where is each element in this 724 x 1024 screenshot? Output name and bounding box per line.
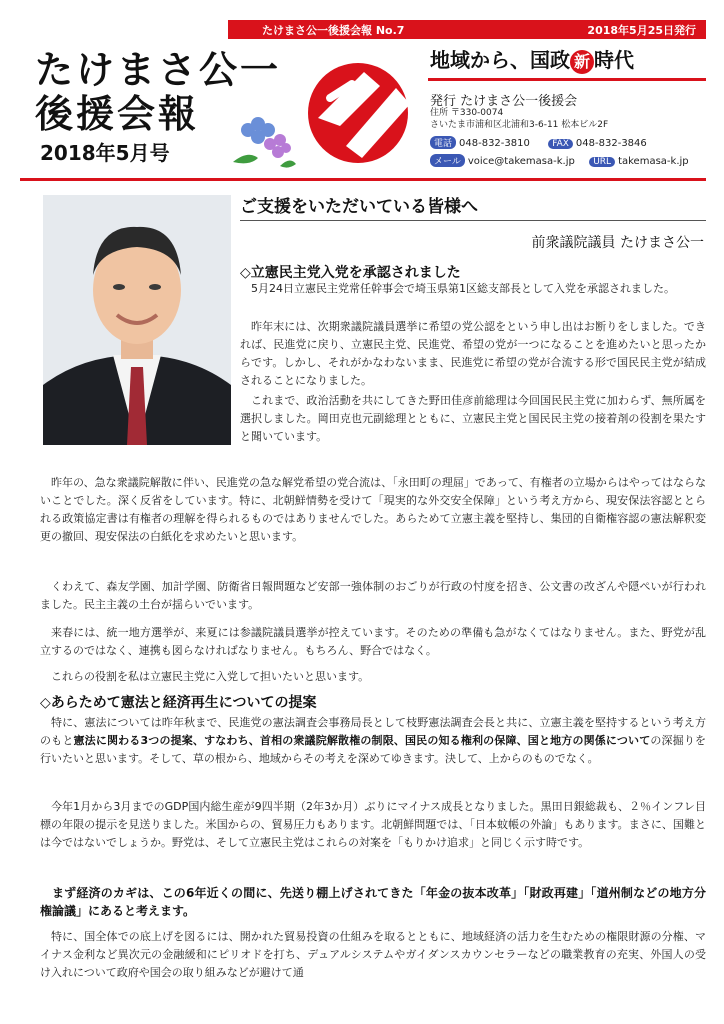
- paragraph-3: これまで、政治活動を共にしてきた野田佳彦前総理は今回国民民主党に加わらず、無所属を選択しました。岡田克也元副総理とともに、立憲民主党と国民民主党の接着剤の役割を果たすと聞いています。: [240, 394, 706, 443]
- contact-web: [430, 154, 689, 167]
- issue-date: 2018年5月25日発行: [587, 24, 696, 37]
- paragraph-2: 昨年末には、次期衆議院議員選挙に希望の党公認をという申し出はお断りをしました。できれば、民進党に戻り、立憲民主党、民進党、希望の党が一つになることを進めたいと思ったからです。しかし、それがかなわないまま、民進党に希望の党が合流する形で国民民主党が結成されることになりました。: [240, 320, 706, 387]
- paragraph-4: 昨年の、急な衆議院解散に伴い、民進党の急な解党希望の党合流は、「永田町の理屈」であって、有権者の立場からはやってはならないことでした。深く反省をしています。特に、北朝鮮情勢を受けて「現実的な外交安全保障」という考え方から、現安保法容認ととられる政策協定書は有権者の理解を得られるものではありませんでした。あらためて立憲主義を堅持し、集団的自衛権容認の憲法解釈変更の撤回、現安保法の白紙化を求めたいと思います。: [40, 476, 706, 543]
- publisher: 発行 たけまさ公一後援会: [430, 94, 578, 109]
- paragraph-9: 今年1月から3月までのGDP国内総生産が9四半期（2年3か月）ぶりにマイナス成長となりました。黒田日銀総裁も、２％インフレ目標の年限の提示を見送りました。米国からの、貿易圧力もあります。北朝鮮問題では、「日本蚊帳の外論」もあります。まさに、国難とは今ではないでしょうか。野党は、そして立憲民主党はこれらの対案を「もりかけ追求」と同じく示す時です。: [40, 800, 706, 849]
- issue-label: たけまさ公一後援会報 No.7: [262, 24, 405, 37]
- heading-rule: [240, 220, 706, 221]
- paragraph-11: 特に、国全体での底上げを図るには、開かれた貿易投資の仕組みを取るとともに、地域経済の活力を生むための権限財源の分権、マイナス金利など異次元の金融緩和にピリオドを打ち、デュアルシステムやガイダンスカウンセラーなどの職業教育の充実、外国人の受け入れについて政府や国会の取り組みなどが避けて通: [40, 930, 706, 979]
- address: 住所 〒330-0074 さいたま市浦和区北浦和3-6-11 松本ビル2F: [430, 108, 609, 130]
- paragraph-6: 来春には、統一地方選挙が、来夏には参議院議員選挙が控えています。そのための準備も急がなくてはなりません。また、野党が乱立するのではなく、連携も図らなければなりません。もちろん、野合ではなく。: [40, 626, 706, 657]
- mail-address: voice@takemasa-k.jp: [467, 156, 575, 167]
- url-tag: URL: [589, 157, 615, 167]
- paragraph-5: くわえて、森友学園、加計学園、防衛省日報問題など安部一強体制のおごりが行政の忖度を招き、公文書の改ざんや隠ぺいが行われました。民主主義の土台が揺らいでいます。: [40, 580, 706, 611]
- section-1-title: ◇立憲民主党入党を承認されました: [240, 265, 461, 281]
- paragraph-10: まず経済のカギは、この6年近くの間に、先送り棚上げされてきた「年金の抜本改革」「財政再建」「道州制などの地方分権論議」にあると考えます。: [40, 886, 706, 918]
- section-2-title: ◇あらためて憲法と経済再生についての提案: [40, 695, 317, 711]
- mail-tag: メール: [430, 154, 465, 167]
- portrait-photo: [43, 195, 231, 445]
- title-line-1: たけまさ公一: [35, 48, 282, 92]
- paragraph-7: これらの役割を私は立憲民主党に入党して担いたいと思います。: [51, 670, 370, 683]
- fax-number: 048-832-3846: [575, 138, 647, 149]
- campaign-logo: [300, 58, 422, 166]
- tagline-rule: [428, 78, 706, 81]
- contact-phone-fax: [430, 136, 647, 149]
- paragraph-8-bold: 憲法に関わる3つの提案、すなわち、首相の衆議院解散権の制限、国民の知る権利の保障、国と地方の関係について: [73, 734, 651, 747]
- tagline: 地域から、国政 新 時代: [430, 48, 634, 72]
- issue-bar: [228, 20, 706, 39]
- byline: 前衆議院議員 たけまさ公一: [531, 235, 704, 251]
- shin-badge: 新: [570, 50, 594, 74]
- site-url: takemasa-k.jp: [618, 156, 689, 167]
- fax-tag: FAX: [548, 139, 573, 149]
- month-label: 2018年5月号: [40, 141, 170, 165]
- header-rule: [20, 178, 706, 181]
- article-heading: ご支援をいただいている皆様へ: [240, 197, 478, 217]
- title-line-2: 後援会報: [35, 92, 200, 136]
- paragraph-8: 特に、憲法については昨年秋まで、民進党の憲法調査会事務局長として枝野憲法調査会長と共に、立憲主義を堅持するという考え方のもと憲法に関わる3つの提案、すなわち、首相の衆議院解散権の制限、国民の知る権利の保障、国と地方の関係についての深掘りを行いたいと思います。そして、草の根から、地域からその考えを深めてゆきます。決して、上からのものでなく。: [40, 716, 707, 765]
- hydrangea-illustration: [228, 110, 298, 172]
- paragraph-1: 5月24日立憲民主党常任幹事会で埼玉県第1区総支部長として入党を承認されました。: [251, 282, 675, 295]
- tel-number: 048-832-3810: [459, 138, 530, 149]
- tel-tag: 電話: [430, 136, 456, 149]
